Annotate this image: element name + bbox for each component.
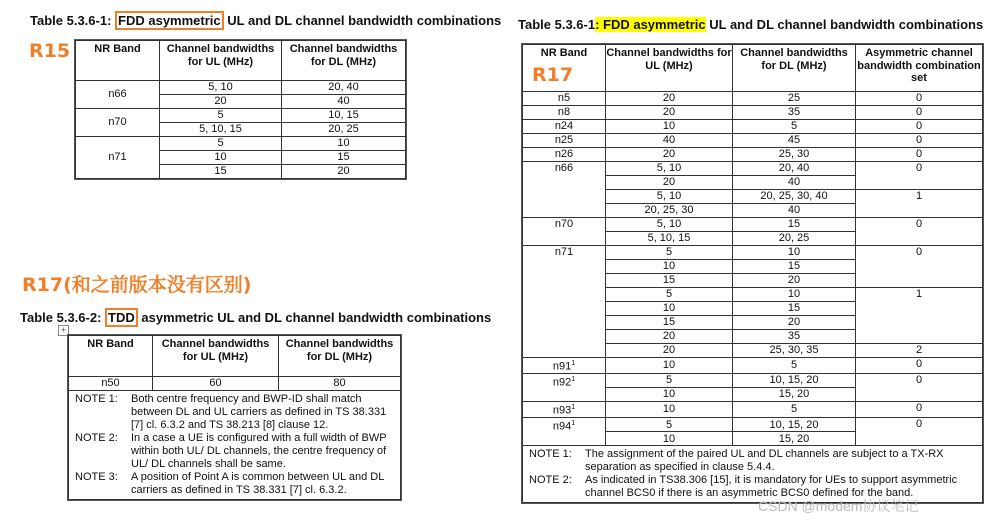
dl-cell: 40 [733, 176, 856, 190]
column-header: Channel bandwidths for UL (MHz) [606, 45, 733, 92]
fdd-highlight-box: FDD asymmetric [115, 11, 224, 30]
column-header: Channel bandwidths for DL (MHz) [279, 336, 401, 377]
dl-cell: 15, 20 [733, 388, 856, 402]
table-row [523, 92, 983, 106]
ul-cell: 15 [160, 165, 282, 179]
band-name: n5 [557, 92, 571, 104]
ul-cell: 5 [606, 288, 733, 302]
note [529, 448, 976, 474]
r17-label: R17 [532, 64, 574, 86]
title-rest: UL and DL channel bandwidth combinations [227, 13, 502, 28]
notes-row [69, 391, 401, 500]
combination-set-cell: 0 [856, 218, 983, 246]
footnote-marker: 1 [571, 404, 576, 412]
footnote-marker: 1 [571, 376, 576, 384]
column-header: Channel bandwidths for DL (MHz) [282, 41, 406, 81]
column-header: Channel bandwidths for UL (MHz) [160, 41, 282, 81]
combination-set-cell: 1 [856, 288, 983, 344]
notes-row [523, 446, 983, 503]
table-row [523, 358, 983, 374]
dl-cell: 20, 40 [282, 81, 406, 95]
ul-cell: 40 [606, 134, 733, 148]
dl-cell: 20 [733, 316, 856, 330]
dl-cell: 40 [733, 204, 856, 218]
ul-cell: 20 [606, 344, 733, 358]
notes-cell [523, 446, 983, 503]
band-cell [523, 106, 606, 120]
band-cell: n66 [76, 81, 160, 109]
ul-cell: 5, 10, 15 [606, 232, 733, 246]
dl-cell: 10, 15, 20 [733, 418, 856, 432]
tdd-table-title [20, 310, 491, 325]
band-cell [523, 120, 606, 134]
note-text: As indicated in TS38.306 [15], it is mandatory for UEs to support asymmetric channel BCS0 if there is an asymmetric BCS0 defined for the band. [585, 474, 958, 500]
r17-no-change-label: R17(和之前版本没有区别) [22, 274, 252, 296]
combination-set-cell: 2 [856, 344, 983, 358]
dl-cell: 25, 30, 35 [733, 344, 856, 358]
band-name: n93 [552, 404, 572, 417]
header-row [523, 45, 983, 92]
band-cell [523, 402, 606, 418]
band-cell [523, 162, 606, 218]
band-cell [523, 218, 606, 246]
column-header: Channel bandwidths for UL (MHz) [153, 336, 279, 377]
dl-cell: 15 [282, 151, 406, 165]
dl-cell: 80 [279, 377, 401, 391]
table-row [523, 418, 983, 432]
column-header: Asymmetric channel bandwidth combination set [856, 45, 983, 92]
title-rest: UL and DL channel bandwidth combinations [709, 17, 984, 32]
note-label: NOTE 1: [75, 393, 118, 405]
dl-cell: 15 [733, 260, 856, 274]
dl-cell: 10 [733, 288, 856, 302]
dl-cell: 45 [733, 134, 856, 148]
dl-cell: 10, 15, 20 [733, 374, 856, 388]
title-rest: asymmetric UL and DL channel bandwidth combinations [141, 310, 492, 325]
ul-cell: 5, 10 [606, 218, 733, 232]
band-cell [523, 374, 606, 402]
ul-cell: 20 [606, 330, 733, 344]
table-move-handle-icon[interactable]: + [58, 325, 69, 336]
band-name: n25 [554, 134, 574, 146]
table-row [523, 218, 983, 232]
table-row [76, 137, 406, 151]
r15-label: R15 [29, 40, 71, 62]
dl-cell: 5 [733, 120, 856, 134]
note [75, 393, 394, 432]
table-row [523, 246, 983, 260]
band-cell: n50 [69, 377, 153, 391]
ul-cell: 5 [160, 109, 282, 123]
ul-cell: 5 [606, 374, 733, 388]
combination-set-cell: 0 [856, 162, 983, 190]
dl-cell: 35 [733, 106, 856, 120]
band-name: n24 [554, 120, 574, 132]
ul-cell: 5, 10, 15 [160, 123, 282, 137]
combination-set-cell: 0 [856, 418, 983, 446]
note [75, 432, 394, 471]
combination-set-cell: 0 [856, 120, 983, 134]
dl-cell: 35 [733, 330, 856, 344]
ul-cell: 60 [153, 377, 279, 391]
header-row [69, 336, 401, 377]
ul-cell: 10 [606, 432, 733, 446]
note-label: NOTE 2: [529, 474, 572, 487]
ul-cell: 5 [606, 246, 733, 260]
combination-set-cell: 0 [856, 106, 983, 120]
header-row [76, 41, 406, 81]
notes-cell [69, 391, 401, 500]
table-row [76, 109, 406, 123]
band-cell [523, 418, 606, 446]
dl-cell: 25 [733, 92, 856, 106]
dl-cell: 10 [733, 246, 856, 260]
tdd-highlight-box: TDD [105, 308, 138, 327]
dl-cell: 25, 30 [733, 148, 856, 162]
band-name: n94 [552, 420, 572, 433]
combination-set-cell: 1 [856, 190, 983, 218]
dl-cell: 15 [733, 218, 856, 232]
column-header: NR Band [69, 336, 153, 377]
table-row [523, 148, 983, 162]
column-header: NR Band [76, 41, 160, 81]
ul-cell: 10 [606, 358, 733, 374]
ul-cell: 15 [606, 316, 733, 330]
dl-cell: 15, 20 [733, 432, 856, 446]
ul-cell: 10 [160, 151, 282, 165]
ul-cell: 10 [606, 402, 733, 418]
table-row [523, 374, 983, 388]
dl-cell: 5 [733, 402, 856, 418]
table-row [523, 402, 983, 418]
table-row [523, 106, 983, 120]
note [75, 471, 394, 497]
ul-cell: 5 [606, 418, 733, 432]
table-row [69, 377, 401, 391]
dl-cell: 20, 40 [733, 162, 856, 176]
dl-cell: 40 [282, 95, 406, 109]
dl-cell: 10 [282, 137, 406, 151]
fdd-table-title-r15 [30, 13, 501, 28]
ul-cell: 10 [606, 388, 733, 402]
combination-set-cell: 0 [856, 358, 983, 374]
ul-cell: 5, 10 [160, 81, 282, 95]
combination-set-cell: 0 [856, 246, 983, 288]
dl-cell: 5 [733, 358, 856, 374]
ul-cell: 20 [606, 92, 733, 106]
band-name: n26 [554, 148, 574, 160]
table-row [523, 162, 983, 176]
table-row [523, 134, 983, 148]
band-cell [523, 134, 606, 148]
note-text: The assignment of the paired UL and DL channels are subject to a TX-RX separation as specified in clause 5.4.4. [585, 448, 944, 474]
r17-fdd-table [522, 44, 983, 503]
combination-set-cell: 0 [856, 148, 983, 162]
band-name: n71 [554, 246, 574, 258]
table-row [76, 81, 406, 95]
band-name: n92 [552, 376, 572, 389]
column-header: NR Band [523, 45, 606, 92]
table-row [523, 120, 983, 134]
band-cell: n70 [76, 109, 160, 137]
dl-cell: 20, 25 [733, 232, 856, 246]
band-cell [523, 148, 606, 162]
band-name: n91 [552, 360, 572, 373]
footnote-marker: 1 [571, 360, 576, 367]
dl-cell: 10, 15 [282, 109, 406, 123]
ul-cell: 15 [606, 274, 733, 288]
band-name: n70 [554, 218, 574, 230]
band-cell: n71 [76, 137, 160, 179]
note-text: In a case a UE is configured with a full width of BWP within both UL/ DL channels, the centre frequency of UL/ DL channels shall be same. [131, 432, 387, 470]
band-cell [523, 92, 606, 106]
dl-cell: 20, 25, 30, 40 [733, 190, 856, 204]
note-label: NOTE 1: [529, 448, 572, 461]
watermark: CSDN @modem协议笔记 [758, 498, 919, 514]
band-cell [523, 358, 606, 374]
ul-cell: 10 [606, 302, 733, 316]
ul-cell: 10 [606, 120, 733, 134]
ul-cell: 20 [606, 148, 733, 162]
ul-cell: 20, 25, 30 [606, 204, 733, 218]
band-name: n8 [557, 106, 571, 118]
r15-fdd-table [75, 40, 406, 179]
note-label: NOTE 3: [75, 471, 118, 483]
title-prefix: Table 5.3.6-1 [518, 17, 596, 32]
dl-cell: 20 [282, 165, 406, 179]
title-prefix: Table 5.3.6-1: [30, 13, 112, 28]
ul-cell: 20 [606, 106, 733, 120]
band-cell [523, 246, 606, 358]
title-highlight: : FDD asymmetric [595, 17, 706, 32]
ul-cell: 10 [606, 260, 733, 274]
combination-set-cell: 0 [856, 374, 983, 402]
fdd-table-title-r17 [518, 17, 983, 32]
note-label: NOTE 2: [75, 432, 118, 444]
combination-set-cell: 0 [856, 92, 983, 106]
column-header: Channel bandwidths for DL (MHz) [733, 45, 856, 92]
ul-cell: 5, 10 [606, 190, 733, 204]
dl-cell: 20, 25 [282, 123, 406, 137]
ul-cell: 5, 10 [606, 162, 733, 176]
band-name: n66 [554, 162, 574, 174]
ul-cell: 20 [160, 95, 282, 109]
dl-cell: 20 [733, 274, 856, 288]
combination-set-cell: 0 [856, 402, 983, 418]
combination-set-cell: 0 [856, 134, 983, 148]
note-text: A position of Point A is common between UL and DL carriers as defined in TS 38.331 [7] cl. 6.3.2. [131, 471, 384, 496]
ul-cell: 5 [160, 137, 282, 151]
ul-cell: 20 [606, 176, 733, 190]
tdd-table [68, 335, 401, 500]
note-text: Both centre frequency and BWP-ID shall match between DL and UL carriers as defined in TS 38.331 [7] cl. 6.3.2 and TS 38.213 [8] clause 12. [131, 393, 387, 431]
title-prefix: Table 5.3.6-2: [20, 310, 102, 325]
footnote-marker: 1 [571, 420, 576, 428]
dl-cell: 15 [733, 302, 856, 316]
